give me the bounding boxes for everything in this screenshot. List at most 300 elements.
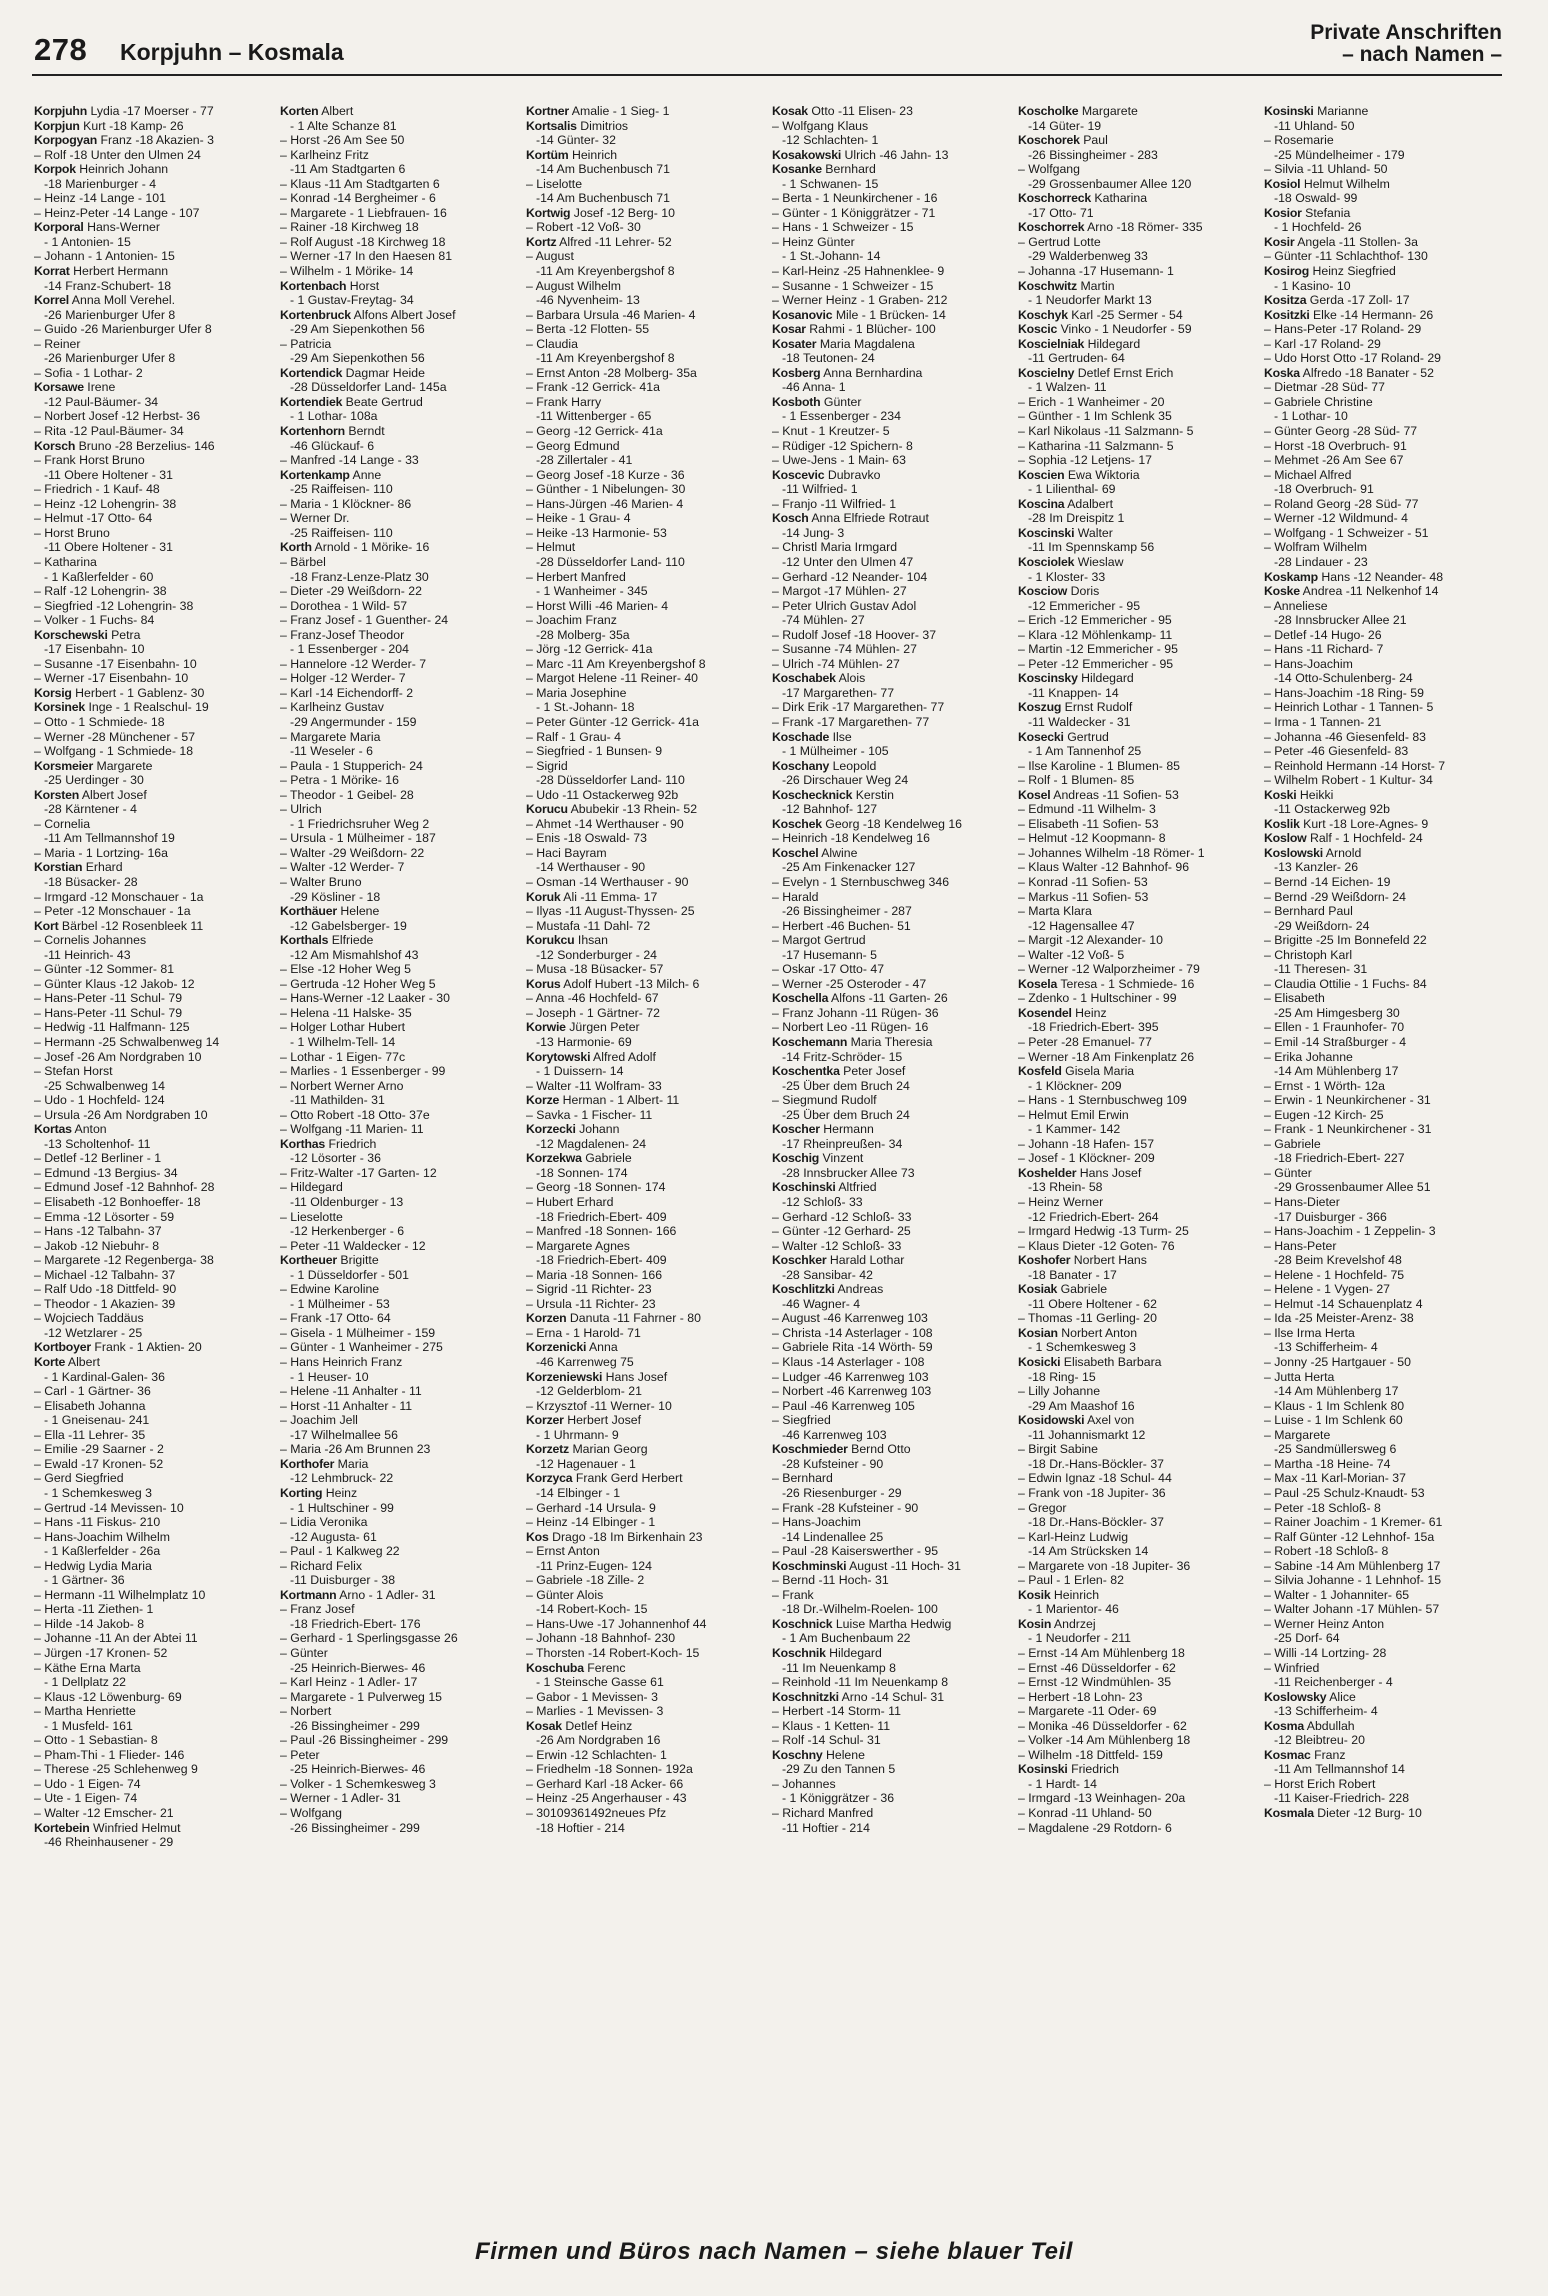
- surname: Korsawe: [34, 380, 84, 395]
- directory-entry: [772, 439, 1016, 454]
- surname-entry: [34, 162, 278, 177]
- entry-text: – Johann - 1 Antonien- 15: [34, 249, 175, 264]
- entry-text: – Hans-Peter -11 Schul- 79: [34, 1005, 183, 1020]
- surname: Kortmann: [280, 1587, 337, 1602]
- entry-text: – Wolfram Wilhelm: [1264, 540, 1367, 555]
- directory-entry: [34, 715, 278, 730]
- directory-entry: [34, 1370, 278, 1385]
- directory-entry: [34, 948, 278, 963]
- entry-text: -29 Walderbenweg 33: [1028, 249, 1148, 264]
- entry-text: Gisela Maria: [1065, 1064, 1135, 1079]
- surname-entry: [526, 1311, 770, 1326]
- directory-entry: [526, 337, 770, 352]
- section-title-line1: Private Anschriften: [1310, 21, 1502, 44]
- entry-text: -18 Overbruch- 91: [1274, 482, 1374, 497]
- surname-entry: [1018, 730, 1262, 745]
- entry-text: – Ellen - 1 Fraunhofer- 70: [1264, 1020, 1405, 1035]
- directory-entry: [34, 497, 278, 512]
- directory-entry: [526, 628, 770, 643]
- directory-entry: [772, 540, 1016, 555]
- entry-text: Abdullah: [1306, 1718, 1355, 1733]
- directory-entry: [772, 1166, 1016, 1181]
- directory-entry: [1018, 264, 1262, 279]
- directory-entry: [34, 1544, 278, 1559]
- directory-entry: [280, 671, 524, 686]
- entry-text: – Carl - 1 Gärtner- 36: [34, 1384, 151, 1399]
- directory-entry: [526, 788, 770, 803]
- directory-entry: [1264, 439, 1508, 454]
- entry-text: – Gertrud -14 Mevissen- 10: [34, 1500, 184, 1515]
- entry-text: – Claudia Ottilie - 1 Fuchs- 84: [1264, 976, 1427, 991]
- directory-entry: [772, 1471, 1016, 1486]
- directory-entry: [1264, 1602, 1508, 1617]
- entry-text: Alfred Adolf: [593, 1049, 656, 1064]
- entry-text: – Norbert Werner Arno: [280, 1078, 404, 1093]
- entry-text: -11 Prinz-Eugen- 124: [536, 1558, 652, 1573]
- directory-entry: [34, 1195, 278, 1210]
- directory-entry: [772, 1821, 1016, 1836]
- entry-text: -14 Werthauser - 90: [536, 860, 646, 875]
- entry-text: -11 Wilfried- 1: [782, 482, 858, 497]
- directory-entry: [526, 1006, 770, 1021]
- entry-text: Heinrich: [571, 147, 618, 162]
- entry-text: -18 Oswald- 99: [1274, 191, 1358, 206]
- directory-entry: [1018, 540, 1262, 555]
- directory-entry: [34, 482, 278, 497]
- directory-entry: [526, 409, 770, 424]
- entry-text: Alois: [838, 671, 866, 686]
- surname-entry: [34, 264, 278, 279]
- entry-text: – Ewald -17 Kronen- 52: [34, 1456, 164, 1471]
- entry-text: – Friedrich - 1 Kauf- 48: [34, 482, 160, 497]
- entry-text: – Hans-Joachim - 1 Zeppelin- 3: [1264, 1224, 1436, 1239]
- directory-entry: [526, 715, 770, 730]
- directory-entry: [34, 657, 278, 672]
- directory-entry: [1018, 1719, 1262, 1734]
- directory-entry: [1264, 759, 1508, 774]
- entry-text: Detlef Heinz: [565, 1718, 633, 1733]
- directory-entry: [526, 613, 770, 628]
- entry-text: – Horst Erich Robert: [1264, 1776, 1376, 1791]
- directory-entry: [772, 1413, 1016, 1428]
- entry-text: – Evelyn - 1 Sternbuschweg 346: [772, 874, 950, 889]
- entry-text: – Paul -26 Bissingheimer - 299: [280, 1733, 449, 1748]
- surname-entry: [772, 395, 1016, 410]
- directory-entry: [34, 831, 278, 846]
- entry-text: – Gerhard - 1 Sperlingsgasse 26: [280, 1631, 458, 1646]
- entry-text: – Mustafa -11 Dahl- 72: [526, 918, 651, 933]
- entry-text: -12 Hagenauer - 1: [536, 1456, 636, 1471]
- surname: Korte: [34, 1355, 66, 1370]
- entry-text: -14 Am Mühlenberg 17: [1274, 1384, 1399, 1399]
- entry-text: Ilse: [832, 729, 852, 744]
- surname-entry: [1018, 497, 1262, 512]
- directory-entry: [526, 1326, 770, 1341]
- entry-text: -25 Über dem Bruch 24: [782, 1078, 910, 1093]
- entry-text: – Osman -14 Werthauser - 90: [526, 874, 689, 889]
- section-title-line2: – nach Namen –: [1342, 43, 1502, 66]
- surname: Korrel: [34, 293, 70, 308]
- entry-text: – Ralf - 1 Grau- 4: [526, 729, 621, 744]
- directory-entry: [280, 264, 524, 279]
- surname: Koshofer: [1018, 1253, 1071, 1268]
- directory-entry: [526, 904, 770, 919]
- directory-entry: [1018, 1370, 1262, 1385]
- entry-text: – Frank Horst Bruno: [34, 453, 145, 468]
- directory-entry: [526, 1733, 770, 1748]
- directory-entry: [1018, 1442, 1262, 1457]
- entry-text: -26 Dirschauer Weg 24: [782, 773, 909, 788]
- entry-text: – Ernst -12 Windmühlen- 35: [1018, 1675, 1172, 1690]
- directory-entry: [772, 1297, 1016, 1312]
- entry-text: - 1 Heuser- 10: [290, 1369, 369, 1384]
- entry-text: – Lidia Veronika: [280, 1515, 368, 1530]
- entry-text: – Karlheinz Fritz: [280, 147, 369, 162]
- entry-text: – Klaus Dieter -12 Goten- 76: [1018, 1238, 1175, 1253]
- directory-entry: [526, 1486, 770, 1501]
- directory-entry: [1018, 1035, 1262, 1050]
- entry-text: - 1 Kasino- 10: [1274, 278, 1351, 293]
- entry-text: – Günter: [1264, 1165, 1312, 1180]
- entry-text: – Johanne -11 An der Abtei 11: [34, 1631, 198, 1646]
- surname-entry: [772, 1646, 1016, 1661]
- directory-entry: [526, 511, 770, 526]
- entry-text: Maria Magdalena: [819, 336, 915, 351]
- entry-text: – Rosemarie: [1264, 133, 1334, 148]
- directory-entry: [1264, 642, 1508, 657]
- entry-text: – Detlef -12 Berliner - 1: [34, 1151, 162, 1166]
- directory-entry: [772, 686, 1016, 701]
- entry-text: – Margot Gertrud: [772, 933, 866, 948]
- directory-entry: [772, 700, 1016, 715]
- directory-entry: [526, 1515, 770, 1530]
- surname-entry: [526, 1050, 770, 1065]
- entry-text: – Wojciech Taddäus: [34, 1311, 144, 1326]
- entry-text: -12 Lösorter - 36: [290, 1151, 381, 1166]
- entry-text: Helene: [825, 1747, 865, 1762]
- entry-text: -25 Heinrich-Bierwes- 46: [290, 1660, 426, 1675]
- entry-text: -11 Ostackerweg 92b: [1274, 802, 1390, 817]
- surname: Koscina: [1018, 496, 1065, 511]
- directory-entry: [280, 686, 524, 701]
- directory-entry: [280, 1166, 524, 1181]
- entry-text: - 1 Schemkesweg 3: [1028, 1340, 1136, 1355]
- directory-entry: [1264, 468, 1508, 483]
- entry-text: – Peter Ulrich Gustav Adol: [772, 598, 917, 613]
- entry-text: -26 Bissingheimer - 299: [290, 1718, 420, 1733]
- entry-text: -29 Grossenbaumer Allee 51: [1274, 1180, 1431, 1195]
- directory-entry: [772, 1588, 1016, 1603]
- directory-entry: [34, 1501, 278, 1516]
- entry-text: – Joachim Franz: [526, 613, 617, 628]
- entry-text: - 1 St.-Johann- 14: [782, 249, 881, 264]
- entry-text: – Margot -17 Mühlen- 27: [772, 584, 907, 599]
- entry-text: – Magdalene -29 Rotdorn- 6: [1018, 1820, 1172, 1835]
- entry-text: – Edmund -11 Wilhelm- 3: [1018, 802, 1156, 817]
- entry-text: – Elisabeth Johanna: [34, 1398, 146, 1413]
- entry-text: – Jörg -12 Gerrick- 41a: [526, 642, 653, 657]
- entry-text: – Gabriele Christine: [1264, 394, 1373, 409]
- surname-entry: [1018, 1253, 1262, 1268]
- entry-text: – Günter -12 Sommer- 81: [34, 962, 175, 977]
- surname-entry: [526, 1719, 770, 1734]
- surname: Kositza: [1264, 293, 1307, 308]
- entry-text: -26 Am Nordgraben 16: [536, 1733, 661, 1748]
- entry-text: -25 Am Finkenacker 127: [782, 860, 916, 875]
- directory-entry: [1018, 1661, 1262, 1676]
- surname: Koski: [1264, 787, 1297, 802]
- entry-text: – Edwine Karoline: [280, 1282, 380, 1297]
- directory-entry: [280, 875, 524, 890]
- surname: Koslik: [1264, 816, 1300, 831]
- entry-text: – Sophia -12 Letjens- 17: [1018, 453, 1152, 468]
- directory-entry: [1264, 1384, 1508, 1399]
- surname: Koscinsky: [1018, 671, 1078, 686]
- directory-entry: [526, 671, 770, 686]
- entry-text: – Udo -11 Ostackerweg 92b: [526, 787, 679, 802]
- surname: Korsmeier: [34, 758, 94, 773]
- surname: Koshelder: [1018, 1165, 1077, 1180]
- surname-entry: [280, 540, 524, 555]
- entry-text: – Reinhold Hermann -14 Horst- 7: [1264, 758, 1446, 773]
- surname-entry: [526, 1020, 770, 1035]
- surname: Kosel: [1018, 787, 1051, 802]
- entry-text: -11 Kaiser-Friedrich- 228: [1274, 1791, 1410, 1806]
- surname: Kosinski: [1018, 1762, 1068, 1777]
- directory-entry: [772, 424, 1016, 439]
- entry-text: -25 Heinrich-Bierwes- 46: [290, 1762, 426, 1777]
- directory-entry: [526, 555, 770, 570]
- surname: Kortsalis: [526, 118, 577, 133]
- directory-entry: [1018, 177, 1262, 192]
- entry-text: – Krzysztof -11 Werner- 10: [526, 1398, 672, 1413]
- entry-text: – Thorsten -14 Robert-Koch- 15: [526, 1645, 700, 1660]
- directory-entry: [526, 1588, 770, 1603]
- entry-text: Heinz: [325, 1485, 358, 1500]
- entry-text: Anne: [352, 467, 382, 482]
- entry-text: – Günter - 1 Wanheimer - 275: [280, 1340, 443, 1355]
- entry-text: – Heike - 1 Grau- 4: [526, 511, 631, 526]
- surname: Korth: [280, 540, 312, 555]
- entry-text: Herbert Josef: [567, 1413, 641, 1428]
- entry-text: Inge - 1 Realschul- 19: [88, 700, 209, 715]
- entry-text: Margarete: [1081, 104, 1138, 118]
- directory-entry: [1018, 1733, 1262, 1748]
- entry-text: - 1 Neudorfer - 211: [1028, 1631, 1131, 1646]
- directory-entry: [280, 1501, 524, 1516]
- entry-text: – Jakob -12 Niebuhr- 8: [34, 1238, 160, 1253]
- surname: Koschmieder: [772, 1442, 848, 1457]
- directory-entry: [1018, 1602, 1262, 1617]
- surname-entry: [34, 119, 278, 134]
- entry-text: Katharina: [1094, 191, 1148, 206]
- surname: Koslowski: [1264, 845, 1324, 860]
- directory-entry: [280, 1122, 524, 1137]
- entry-text: – Sigrid: [526, 758, 568, 773]
- entry-text: Martin: [1080, 278, 1115, 293]
- entry-text: – Karl Heinz - 1 Adler- 17: [280, 1675, 418, 1690]
- surname-entry: [1264, 831, 1508, 846]
- entry-text: Frank Gerd Herbert: [575, 1471, 683, 1486]
- directory-entry: [1264, 1617, 1508, 1632]
- directory-entry: [34, 802, 278, 817]
- entry-text: – Werner -18 Am Finkenplatz 26: [1018, 1049, 1195, 1064]
- entry-text: – Heinz -25 Angerhauser - 43: [526, 1791, 687, 1806]
- surname: Kosak: [526, 1718, 562, 1733]
- entry-text: – Edmund -13 Bergius- 34: [34, 1165, 178, 1180]
- directory-entry: [1264, 802, 1508, 817]
- entry-text: Erhard: [85, 860, 123, 875]
- entry-text: – Helmut -17 Otto- 64: [34, 511, 153, 526]
- entry-text: – Hans -11 Richard- 7: [1264, 642, 1384, 657]
- entry-text: -11 Am Tellmannshof 14: [1274, 1762, 1405, 1777]
- entry-text: -18 Teutonen- 24: [782, 351, 875, 366]
- entry-text: – Markus -11 Sofien- 53: [1018, 889, 1149, 904]
- entry-text: Albert: [67, 1355, 100, 1370]
- directory-entry: [1264, 1210, 1508, 1225]
- surname: Koschuba: [526, 1660, 584, 1675]
- entry-text: – Uwe-Jens - 1 Main- 63: [772, 453, 906, 468]
- footer-note: Firmen und Büros nach Namen – siehe blauer Teil: [474, 2238, 1074, 2265]
- entry-text: – Johannes Wilhelm -18 Römer- 1: [1018, 845, 1205, 860]
- entry-text: -14 Otto-Schulenberg- 24: [1274, 671, 1413, 686]
- entry-text: – Hans-Uwe -17 Johannenhof 44: [526, 1616, 707, 1631]
- entry-text: – Klaus Walter -12 Bahnhof- 96: [1018, 860, 1190, 875]
- entry-text: -12 Unter den Ulmen 47: [782, 554, 914, 569]
- directory-entry: [526, 1777, 770, 1792]
- entry-text: -11 Im Spennskamp 56: [1028, 540, 1155, 555]
- directory-entry: [1264, 1137, 1508, 1152]
- entry-text: – Walter -11 Wolfram- 33: [526, 1078, 662, 1093]
- entry-text: -11 Hoftier - 214: [782, 1820, 870, 1835]
- surname-entry: [34, 439, 278, 454]
- entry-text: – Margarete Agnes: [526, 1238, 630, 1253]
- entry-text: -28 Innsbrucker Allee 73: [782, 1165, 915, 1180]
- directory-entry: [280, 453, 524, 468]
- surname-entry: [280, 104, 524, 119]
- directory-entry: [280, 337, 524, 352]
- entry-text: Peter Josef: [843, 1064, 906, 1079]
- surname: Kosela: [1018, 976, 1058, 991]
- directory-entry: [280, 1442, 524, 1457]
- directory-entry: [772, 1020, 1016, 1035]
- directory-entry: [526, 439, 770, 454]
- entry-text: - 1 Essenberger - 204: [290, 642, 409, 657]
- directory-entry: [772, 890, 1016, 905]
- entry-text: – Marta Klara: [1018, 904, 1092, 919]
- entry-text: -11 Knappen- 14: [1028, 685, 1119, 700]
- directory-entry: [34, 1210, 278, 1225]
- directory-entry: [1018, 249, 1262, 264]
- surname: Korthofer: [280, 1456, 335, 1471]
- directory-entry: [280, 220, 524, 235]
- directory-entry: [526, 1180, 770, 1195]
- directory-entry: [772, 904, 1016, 919]
- entry-text: – Heinz -14 Elbinger - 1: [526, 1515, 656, 1530]
- directory-entry: [772, 613, 1016, 628]
- surname-entry: [526, 1661, 770, 1676]
- entry-text: – Ernst Anton -28 Molberg- 35a: [526, 365, 697, 380]
- directory-entry: [1018, 1151, 1262, 1166]
- directory-entry: [1264, 1573, 1508, 1588]
- entry-text: – Margarete von -18 Jupiter- 36: [1018, 1558, 1191, 1573]
- directory-entry: [772, 177, 1016, 192]
- directory-entry: [1264, 337, 1508, 352]
- entry-text: -28 Im Dreispitz 1: [1028, 511, 1125, 526]
- entry-text: -13 Kanzler- 26: [1274, 860, 1359, 875]
- entry-text: – Hans-Jürgen -46 Marien- 4: [526, 496, 684, 511]
- entry-text: – Franjo -11 Wilfried- 1: [772, 496, 897, 511]
- surname-entry: [1018, 1006, 1262, 1021]
- directory-entry: [1264, 1268, 1508, 1283]
- directory-entry: [280, 1704, 524, 1719]
- directory-entry: [1018, 424, 1262, 439]
- entry-text: Anton: [74, 1122, 107, 1137]
- entry-text: -29 Am Maashof 16: [1028, 1398, 1135, 1413]
- directory-entry: [1264, 424, 1508, 439]
- directory-entry: [34, 1646, 278, 1661]
- directory-entry: [1018, 395, 1262, 410]
- entry-text: – Franz Josef - 1 Guenther- 24: [280, 613, 449, 628]
- entry-text: -14 Am Buchenbusch 71: [536, 191, 670, 206]
- entry-text: – Herbert -18 Lohn- 23: [1018, 1689, 1143, 1704]
- entry-text: – Paul -25 Schulz-Knaudt- 53: [1264, 1485, 1425, 1500]
- directory-entry: [772, 220, 1016, 235]
- entry-text: -25 Raiffeisen- 110: [290, 525, 393, 540]
- directory-entry: [280, 380, 524, 395]
- directory-entry: [280, 1748, 524, 1763]
- surname-entry: [1264, 1690, 1508, 1705]
- entry-text: – Ernst - 1 Wörth- 12a: [1264, 1078, 1385, 1093]
- directory-entry: [1018, 293, 1262, 308]
- entry-text: – Wolfgang: [280, 1805, 342, 1820]
- surname: Kosinski: [1264, 104, 1314, 118]
- directory-entry: [772, 497, 1016, 512]
- surname-entry: [526, 1151, 770, 1166]
- surname-entry: [34, 759, 278, 774]
- directory-entry: [526, 686, 770, 701]
- surname: Kosmac: [1264, 1747, 1311, 1762]
- entry-text: -14 Jung- 3: [782, 525, 845, 540]
- directory-entry: [526, 162, 770, 177]
- entry-text: – Dietmar -28 Süd- 77: [1264, 380, 1385, 395]
- entry-text: – Siegfried: [772, 1413, 831, 1428]
- directory-entry: [1264, 904, 1508, 919]
- directory-entry: [1018, 933, 1262, 948]
- entry-text: -14 Fritz-Schröder- 15: [782, 1049, 903, 1064]
- entry-text: -17 Wilhelmallee 56: [290, 1427, 398, 1442]
- directory-entry: [1264, 1093, 1508, 1108]
- directory-entry: [34, 235, 278, 250]
- entry-text: -25 Dorf- 64: [1274, 1631, 1340, 1646]
- directory-entry: [280, 1195, 524, 1210]
- directory-entry: [1264, 1195, 1508, 1210]
- entry-text: Mile - 1 Brücken- 14: [835, 307, 946, 322]
- directory-entry: [1264, 890, 1508, 905]
- surname: Korrat: [34, 264, 70, 279]
- directory-entry: [772, 1311, 1016, 1326]
- directory-entry: [772, 1777, 1016, 1792]
- surname: Kortendick: [280, 365, 343, 380]
- surname-entry: [1264, 206, 1508, 221]
- entry-text: -12 Wetzlarer - 25: [44, 1325, 143, 1340]
- directory-entry: [280, 977, 524, 992]
- entry-text: – Holger -12 Werder- 7: [280, 671, 406, 686]
- entry-text: – Josef - 1 Klöckner- 209: [1018, 1151, 1155, 1166]
- entry-text: – Cornelis Johannes: [34, 933, 147, 948]
- page-number: 278: [34, 32, 88, 67]
- entry-text: – Heinz Werner: [1018, 1195, 1104, 1210]
